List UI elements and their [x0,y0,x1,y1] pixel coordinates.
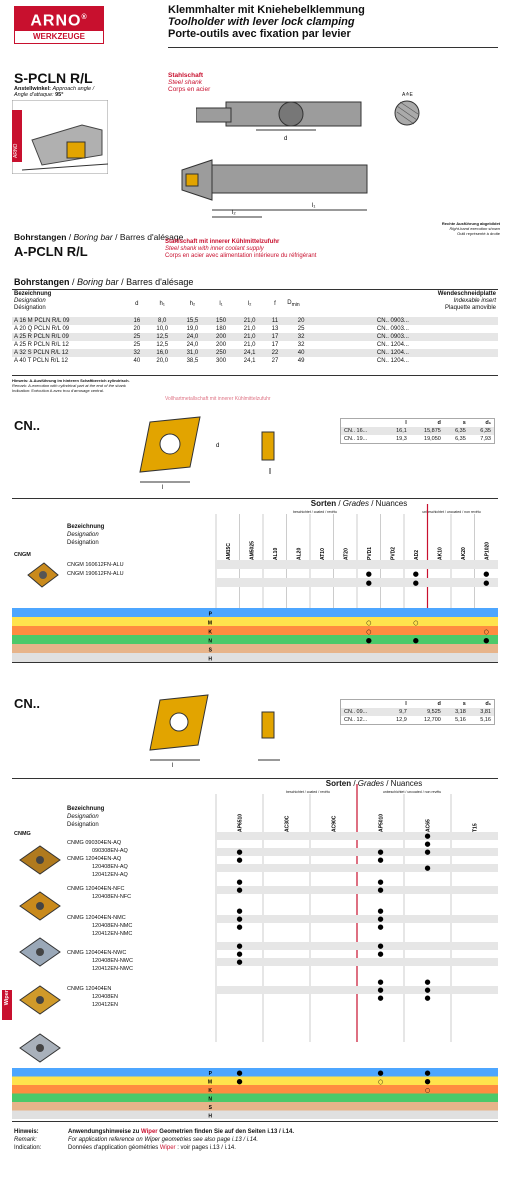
cn1-insert-drawing [120,412,310,492]
row-band [216,864,498,872]
iso-dot: ● [424,1069,431,1077]
mini-cell: 5,16 [480,717,491,723]
table-cell: 15,5 [177,317,207,325]
mini-cell: 12,700 [424,717,441,723]
table-cell: 27 [271,358,279,364]
table-row [12,317,498,325]
grade-col-label: PVD2 [390,546,397,560]
cn2-uncoated: unbeschichtet / uncoated / non revêtu [382,790,442,794]
cn1-dimension-table [340,418,495,444]
mini-cell: 6,35 [455,436,466,442]
grade-dot: ● [424,978,431,986]
mini-cell: CN.. 16... [341,427,385,435]
grade-col-label: AC90C [331,815,338,832]
shank-drawing-top [196,90,366,145]
mini-cell: 16,1 [385,427,410,435]
ad-label: A≙E [402,92,413,98]
row-band [216,942,498,950]
col-h1: h₁ [159,301,165,307]
grade-col-label: AL20 [296,547,303,560]
table-cell: 32 [297,342,305,348]
table-cell: 31,0 [177,349,207,357]
grade-dot: ● [483,579,490,587]
table-row [12,325,498,333]
iso-dot: ● [236,1069,243,1077]
cn2-insert-drawing [130,690,310,770]
list-item: 120412EN-AQ [92,872,128,878]
table-cell: 150 [208,317,235,325]
table-cell: 12,5 [147,333,177,341]
table-cell: 13 [271,326,279,332]
grade-dot: ● [424,832,431,840]
mini-cell: 12,9 [396,717,407,723]
mini-row [341,716,495,725]
table-cell: 16,0 [147,349,177,357]
mini-row [341,427,495,435]
mini-cell: 6,35 [444,427,469,435]
list-item: 120412EN-NWC [92,966,133,972]
table-cell: 21,0 [243,342,256,348]
cn2-sorten-heading: Sorten / Grades / Nuances [325,779,423,788]
table-cell: 38,5 [186,358,199,364]
cn1-coated: beschichtet / coated / revêtu [293,510,337,514]
header-fr: Porte-outils avec fixation par levier [168,28,351,40]
shank-drawing-side [172,150,372,220]
table-cell: A 40 T PCLN R/L 12 [14,358,68,364]
mini-cell: CN.. 09... [341,708,385,716]
table-cell: 21,0 [243,326,256,332]
footer-notes: Hinweis: Anwendungshinweise zu Wiper Geometrien finden Sie auf den Seiten i.13 / i.14. Remark: For application reference on Wiper geometries see also page i.13 / i.14. Indication: Données d'application géométries Wiper : voir pages i.13 / i.14. [14,1129,295,1151]
table-cell: 40 [133,358,141,364]
list-item: CNGM 190612FN-ALU [67,571,124,577]
grade-dot: ● [377,942,384,950]
page-header [168,4,365,40]
grade-col-label: AL10 [272,547,279,560]
mini-head: s [462,701,466,707]
row-band [216,958,498,966]
dimension-table [12,291,498,365]
row-band [216,848,498,856]
mini-cell: 6,35 [469,427,495,435]
list-item: 120408EN [92,994,118,1000]
list-item: CNMG 090304EN-AQ [67,840,122,846]
list-item: CNMG 120404EN-NMC [67,915,126,921]
table-row [12,333,498,341]
grade-col-label: AT20 [343,548,350,560]
grade-dot: ● [377,886,384,894]
svg-text:l: l [162,485,164,491]
table-cell: 49 [297,358,305,364]
cn1-title: CN.. [14,418,40,433]
grade-dot: ● [236,923,243,931]
table-cell: 17 [271,342,279,348]
iso-dot: ○ [377,1078,384,1086]
faded-heading: Vollhartmetallschaft mit innerer Kühlmittelzufuhr [165,396,271,400]
iso-band-H [12,653,498,662]
table-cell: A 20 Q PCLN R/L 09 [14,326,70,332]
list-item: 120408EN-NMC [92,923,133,929]
grade-col-label: AP6510 [237,813,244,832]
iso-label: K [208,629,212,636]
cn2-coated: beschichtet / coated / revêtu [286,790,330,794]
svg-text:l: l [172,763,174,769]
cn2-dimension-table [340,699,495,725]
mini-cell: 15,875 [410,427,444,435]
grade-dot: ● [236,856,243,864]
header-en: Toolholder with lever lock clamping [168,16,355,28]
mini-cell: 3,81 [469,708,495,716]
table-cell: 250 [208,349,235,357]
grade-dot: ● [377,856,384,864]
boring-remark: Hinweis: A-Ausführung im hinteren Schaftbereich zylindrisch. Remark: A-execution with cylindrical part at the end of the shank Indication: Exécution A avec trou d'arrosage central. [12,378,130,393]
iso-label: S [208,647,212,654]
grade-dot: ● [412,570,419,578]
list-item: 120408EN-AQ [92,864,128,870]
grade-col-label: AM5025 [249,541,256,560]
mini-head: d₁ [485,420,491,426]
iso-label: N [208,1096,212,1103]
iso-band-N [12,1094,498,1103]
list-item: CNMG 120404EN [67,986,112,992]
list-item: 090308EN-AQ [92,848,128,854]
table-cell: 22 [265,349,286,357]
iso-band-H [12,1111,498,1120]
cngm-insert-image [22,560,62,590]
mini-cell: 3,18 [444,708,469,716]
table-cell: 32 [127,349,148,357]
mini-cell: 9,7 [385,708,410,716]
svg-text:l₂: l₂ [232,210,236,216]
mini-head: d₁ [485,701,491,707]
col-insert: Wendeschneidplatte Indexable insert Plaquette amovible [437,291,496,311]
grade-col-label: AP1020 [484,541,491,560]
col-designation: Bezeichnung Designation Désignation [14,291,52,311]
row-band [216,578,498,587]
apcln-boring-title: Bohrstangen / Boring bar / Barres d'alésage [14,232,184,242]
cn1-uncoated: unbeschichtet / uncoated / non revêtu [422,510,481,514]
iso-label: N [208,638,212,645]
col-l1: l₁ [219,301,223,307]
cn1-grade-grid [207,512,498,663]
table-cell: 24,1 [243,358,256,364]
svg-text:d: d [216,443,220,449]
mini-cell: CN.. 12... [344,717,368,723]
svg-text:l₁: l₁ [312,203,316,209]
table-cell: 11 [265,317,286,325]
table-cell: 300 [216,358,227,364]
cn2-grade-grid [207,792,498,1120]
iso-label: S [208,1105,212,1111]
iso-band-P [12,608,498,617]
svg-text:ARNO: ARNO [13,143,19,158]
grade-col-label: AK20 [460,547,467,560]
mini-head: d [437,420,441,426]
row-band [216,915,498,923]
mini-cell: 7,93 [480,436,491,442]
right-hand-note: Rechte Ausführung abgebildet Right-hand execution shown Outil représenté à droite [441,221,500,236]
col-dmin: $D_{min}$ [287,299,300,309]
table-cell: 20 [285,317,317,325]
row-band [216,986,498,994]
table-cell: 25 [297,326,305,332]
list-item: CNGM 160612FN-ALU [67,562,124,568]
iso-dot: ● [365,636,372,645]
iso-label: P [208,611,212,618]
iso-dot: ○ [483,628,489,636]
col-h2: h₂ [189,301,196,307]
table-row [12,341,498,349]
grade-col-label: T15 [472,823,479,832]
row-band [216,560,498,569]
table-cell: 24,0 [177,333,207,341]
wiper-tab: Wiper [2,990,12,1020]
approach-angle: Anstellwinkel: Approach angle / Angle d'attaque: 95° [14,86,95,98]
table-cell: 24,0 [186,342,199,348]
mini-head: l [405,701,407,707]
mini-cell: 9,525 [410,708,444,716]
grade-dot: ● [377,907,384,915]
iso-band-S [12,644,498,653]
iso-label: P [208,1071,212,1077]
iso-dot: ○ [366,628,372,636]
table-row [12,349,498,357]
grade-dot: ● [236,848,243,856]
row-band [216,832,498,840]
list-item: 120408EN-NFC [92,894,132,900]
table-cell: CN.. 1204... [376,342,409,348]
apcln-code: A-PCLN R/L [14,244,88,259]
grade-dot: ● [424,994,431,1002]
iso-label: H [208,656,212,663]
header-de: Klemmhalter mit Kniehebelklemmung [168,4,365,16]
grade-dot: ● [236,878,243,886]
mini-row [341,708,495,716]
iso-label: H [208,1113,212,1120]
mini-cell: 19,3 [396,436,407,442]
table-cell: 180 [216,326,227,332]
list-item: CNMG 120404EN-AQ [67,856,122,862]
mini-head: l [405,420,407,426]
iso-dot: ● [377,1069,384,1077]
table-row [12,357,498,365]
table-cell: 200 [208,333,235,341]
grade-dot: ● [236,907,243,915]
cnmg-insert-images [14,840,66,1070]
cn1-designation-head: Bezeichnung Designation Désignation [67,524,105,546]
grade-dot: ● [412,579,419,587]
grade-dot: ● [236,950,243,958]
grade-col-label: AT10 [319,548,326,560]
grade-dot: ● [236,942,243,950]
steel-shank: Stahlschaft Steel shank Corps en acier [168,72,211,93]
table-cell: CN.. 1204... [376,358,409,364]
grade-dot: ● [424,840,431,848]
table-cell: A 25 R PCLN R/L 09 [12,333,127,341]
grade-dot: ● [377,978,384,986]
cn2-title: CN.. [14,696,40,711]
boring-bar-title: Bohrstangen / Boring bar / Barres d'alésage [14,277,194,287]
mini-row [341,435,495,444]
toolholder-photo [12,100,108,174]
cn1-sorten-heading: Sorten / Grades / Nuances [310,499,408,508]
grade-dot: ● [377,986,384,994]
grade-col-label: AD2 [413,549,420,560]
cn2-designation-head: Bezeichnung Designation Désignation [67,806,105,828]
grade-dot: ● [377,950,384,958]
table-cell: A 16 M PCLN R/L 09 [12,317,127,325]
grade-dot: ● [424,848,431,856]
table-cell: 19,0 [186,326,199,332]
table-cell: 8,0 [147,317,177,325]
iso-dot: ● [236,1077,243,1086]
grade-dot: ● [236,915,243,923]
grade-dot: ● [365,570,372,578]
col-l2: l₂ [247,301,252,307]
grade-dot: ● [483,570,490,578]
mini-cell: 19,050 [424,436,441,442]
mini-head: d [437,701,441,707]
iso-dot: ● [483,636,490,645]
grade-col-label: AK10 [437,547,444,560]
arno-logo: ARNO® WERKZEUGE [14,6,104,46]
grade-dot: ● [377,915,384,923]
table-cell: 32 [285,333,317,341]
mini-cell: CN.. 19... [344,436,368,442]
table-cell: 21,0 [235,333,265,341]
table-cell: 20 [133,326,141,332]
grade-col-label: AP5010 [378,813,385,832]
table-cell: 21,0 [235,317,265,325]
iso-band-S [12,1102,498,1111]
grade-col-label: AM15C [225,543,232,560]
iso-label: K [208,1088,212,1094]
table-cell: CN.. 0903... [376,326,409,332]
grade-dot: ● [377,878,384,886]
iso-dot: ○ [424,1087,431,1094]
table-cell: CN.. 1204... [317,349,498,357]
iso-dot: ● [412,636,419,645]
grade-col-label: AC65 [425,819,432,832]
grade-dot: ● [377,848,384,856]
table-cell: A 32 S PCLN R/L 12 [12,349,127,357]
grade-col-label: PVD1 [366,546,373,560]
mini-cell: 5,16 [455,717,466,723]
table-rule [12,289,498,290]
table-cell: 16 [127,317,148,325]
list-item: 120412EN [92,1002,118,1008]
table-cell: A 25 R PCLN R/L 12 [14,342,69,348]
list-item: 120408EN-NWC [92,958,133,964]
grade-dot: ● [424,864,431,872]
iso-dot: ○ [413,619,419,627]
mini-head: s [462,420,466,426]
col-f: f [274,301,276,307]
grade-dot: ● [236,886,243,894]
header-divider [168,47,498,48]
grade-dot: ● [377,994,384,1002]
iso-band-N [12,635,498,644]
table-cell: 17 [265,333,286,341]
grade-dot: ● [236,958,243,966]
grade-dot: ● [424,986,431,994]
table-cell: 25 [127,333,148,341]
grade-dot: ● [365,579,372,587]
table-cell: 200 [216,342,227,348]
cn2-group-label: CNMG [14,831,31,837]
cross-section-circle [392,98,422,128]
table-cell: 25 [133,342,141,348]
iso-label: M [207,620,212,627]
table-cell: 20,0 [156,358,169,364]
coolant-supply: Stahlschaft mit innerer Kühlmittelzufuhr Steel shank with inner coolant supply Corps en acier avec alimentation intérieure du réfrigérant [165,239,317,259]
row-band [216,886,498,894]
iso-dot: ○ [366,619,372,627]
spcln-code: S-PCLN R/L [14,70,93,86]
grade-col-label: AC30C [284,815,291,832]
table-cell: 12,5 [156,342,169,348]
table-cell: 40 [285,349,317,357]
grade-dot: ● [377,923,384,931]
table-cell: CN.. 0903... [317,317,498,325]
svg-text:d: d [284,136,288,142]
list-item: 120412EN-NMC [92,931,133,937]
iso-band-K [12,626,498,635]
list-item: CNMG 120404EN-NWC [67,950,127,956]
col-d: d [135,301,139,307]
iso-label: M [207,1079,212,1086]
iso-band-M [12,617,498,626]
iso-dot: ● [424,1077,431,1086]
table-cell: CN.. 0903... [317,333,498,341]
table-rule-bottom [12,375,498,376]
table-cell: 10,0 [156,326,169,332]
table-cell: 24,1 [235,349,265,357]
list-item: CNMG 120404EN-NFC [67,886,125,892]
cn1-item-list [67,561,124,579]
cn1-group-label: CNGM [14,552,31,558]
